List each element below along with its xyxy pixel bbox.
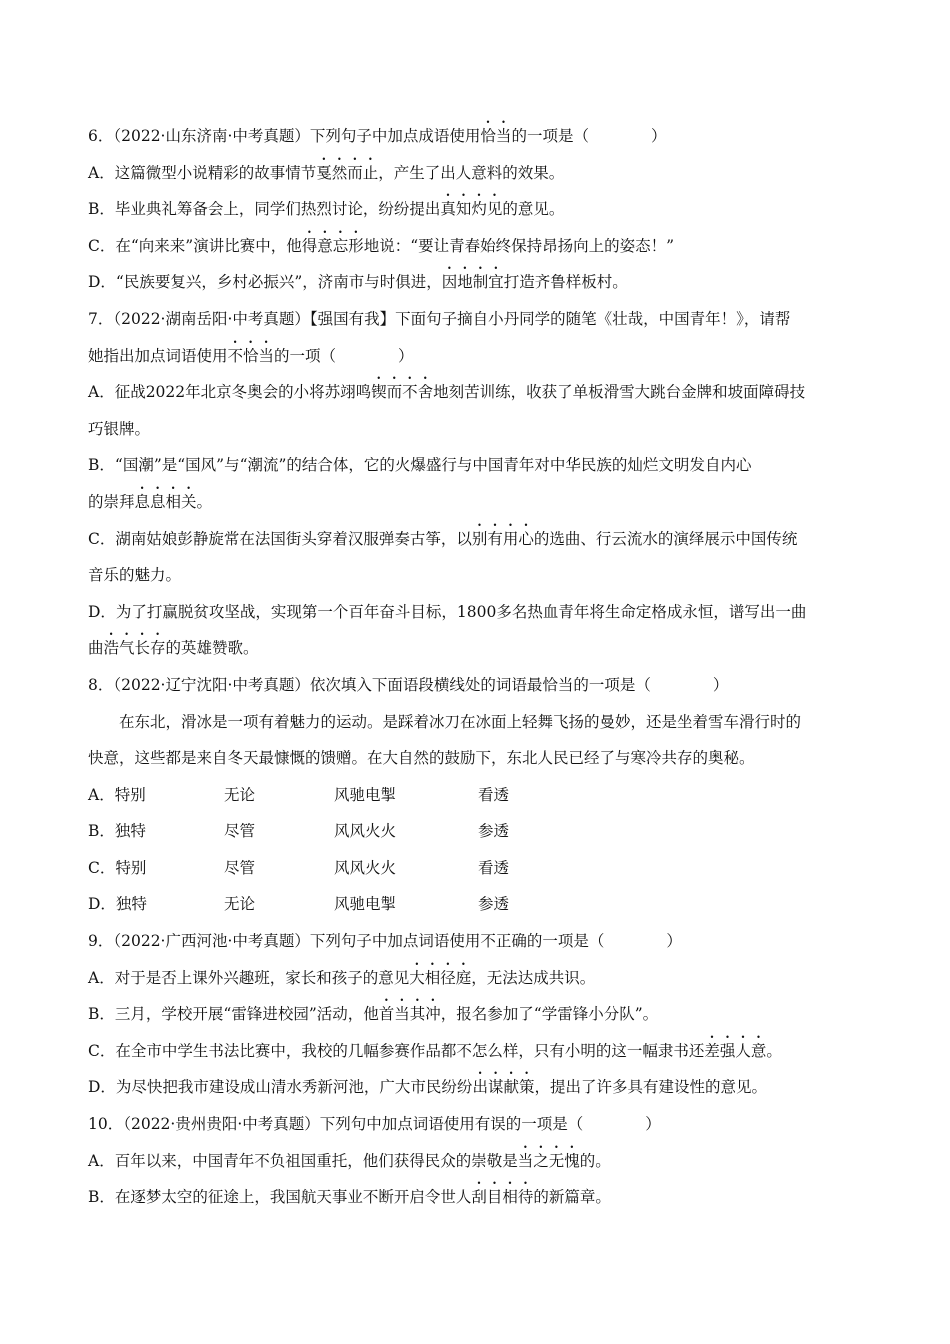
emphasized-term: 锲而不舍: [371, 383, 434, 402]
option-cell: D．独特: [88, 895, 147, 914]
question-line: [88, 996, 860, 1033]
answer-option: [88, 850, 860, 887]
option-cell: 风风火火: [334, 858, 397, 877]
question-5: [88, 1106, 860, 1216]
text-run: 的意见。: [502, 200, 565, 219]
question-line: [88, 521, 860, 558]
question-line: [88, 1143, 860, 1180]
emphasized-term: 浩气长存: [103, 639, 166, 658]
text-run: A．征战2022年北京冬奥会的小将苏翊鸣: [88, 383, 372, 402]
option-cell: A．特别: [88, 785, 146, 804]
option-cell: 参透: [478, 822, 510, 841]
emphasized-term: 刮目相待: [471, 1188, 534, 1207]
option-cell: 无论: [224, 785, 256, 804]
text-run: 地刻苦训练，收获了单板滑雪大跳台金牌和坡面障碍技: [433, 383, 806, 402]
question-line: [88, 667, 860, 704]
question-4: [88, 923, 860, 1106]
question-line: [88, 1179, 860, 1216]
answer-option: [88, 777, 860, 814]
question-line: [88, 228, 860, 265]
emphasized-term: 得意忘形: [301, 236, 364, 255]
question-line: [88, 630, 860, 667]
option-cell: 参透: [478, 895, 510, 914]
option-cell: 看透: [478, 785, 510, 804]
text-run: D．为尽快把我市建设成山清水秀新河池，广大市民纷纷: [88, 1078, 473, 1097]
option-cell: 风驰电掣: [334, 785, 397, 804]
text-run: ，无法达成共识。: [471, 968, 596, 987]
emphasized-term: 不恰当: [227, 346, 275, 365]
question-1: [88, 118, 860, 301]
question-line: [88, 557, 860, 594]
emphasized-term: 大相径庭: [409, 968, 472, 987]
text-run: 打造齐鲁样板村。: [503, 273, 628, 292]
question-line: [88, 301, 860, 338]
answer-option: [88, 813, 860, 850]
emphasized-term: 首当其冲: [378, 1005, 441, 1024]
text-run: B．“国潮”是“国风”与“潮流”的结合体，它的火爆盛行与中国青年对中华民族的灿烂文明发自内心: [88, 456, 752, 475]
option-cell: 风风火火: [334, 822, 397, 841]
text-run: A．百年以来，中国青年不负祖国重托，他们获得民众的崇敬是: [88, 1151, 518, 1170]
emphasized-term: 别有用心: [471, 529, 534, 548]
question-line: [88, 484, 860, 521]
text-run: 音乐的魅力。: [88, 566, 182, 585]
question-line: [88, 923, 860, 960]
emphasized-term: 真知灼见: [440, 200, 503, 219]
option-cell: 无论: [224, 895, 256, 914]
passage-line: 快意，这些都是来自冬天最慷慨的馈赠。在大自然的鼓励下，东北人民已经了与寒冷共存的奥秘。: [88, 749, 755, 768]
text-run: 的。: [579, 1151, 611, 1170]
text-run: C．湖南姑娘彭静旋常在法国街头穿着汉服弹奏古筝，以: [88, 529, 472, 548]
question-line: [88, 191, 860, 228]
option-cell: 尽管: [224, 822, 256, 841]
question-line: [88, 1033, 860, 1070]
option-cell: 风驰电掣: [334, 895, 397, 914]
question-line: [88, 447, 860, 484]
emphasized-term: 出谋献策: [472, 1078, 535, 1097]
question-line: [88, 338, 860, 375]
question-line: [88, 118, 860, 155]
question-line: [88, 374, 860, 411]
text-run: 的一项是（ ）: [511, 127, 667, 145]
option-cell: 尽管: [224, 858, 256, 877]
option-cell: 看透: [478, 858, 510, 877]
emphasized-term: 恰当: [480, 127, 512, 145]
text-run: 的崇拜: [88, 492, 135, 511]
question-2: [88, 301, 860, 667]
text-run: A．这篇微型小说精彩的故事情节: [88, 163, 317, 182]
text-run: C．在“向来来”演讲比赛中，他: [88, 236, 302, 255]
text-run: 地说：“要让青春始终保持昂扬向上的姿态！”: [363, 236, 675, 255]
text-run: 8．（2022·辽宁沈阳·中考真题）依次填入下面语段横线处的词语最恰当的一项是（ ）: [88, 675, 729, 694]
question-line: [88, 411, 860, 448]
question-line: [88, 264, 860, 301]
text-run: B．在逐梦太空的征途上，我国航天事业不断开启令世人: [88, 1188, 472, 1207]
question-line: [88, 594, 860, 631]
question-line: [88, 960, 860, 997]
text-run: 7．（2022·湖南岳阳·中考真题）【强国有我】下面句子摘自小丹同学的随笔《壮哉，中国青年！》，请帮: [88, 309, 791, 328]
option-cell: B．独特: [88, 822, 146, 841]
text-run: 10．（2022·贵州贵阳·中考真题）下列句中加点词语使用有误的一项是（ ）: [88, 1115, 661, 1134]
text-run: 的选曲、行云流水的演绎展示中国传统: [533, 529, 798, 548]
option-cell: C．特别: [88, 858, 147, 877]
text-run: 9．（2022·广西河池·中考真题）下列句子中加点词语使用不正确的一项是（ ）: [88, 932, 682, 951]
text-run: D．“民族要复兴，乡村必振兴”，济南市与时俱进，: [88, 273, 442, 292]
text-run: 的一项（ ）: [274, 346, 414, 365]
emphasized-term: 当之无愧: [517, 1151, 580, 1170]
text-run: 巧银牌。: [88, 419, 151, 438]
text-run: 的英雄赞歌。: [165, 639, 259, 658]
text-run: 。: [196, 492, 213, 511]
text-run: 。: [766, 1041, 782, 1060]
text-run: 6．（2022·山东济南·中考真题）下列句子中加点成语使用: [88, 127, 481, 145]
question-line: [88, 155, 860, 192]
text-run: C．在全市中学生书法比赛中，我校的几幅参赛作品都不怎么样，只有小明的这一幅隶书还: [88, 1041, 705, 1060]
exam-page: [88, 118, 860, 1216]
text-run: 她指出加点词语使用: [88, 346, 228, 365]
text-run: 的新篇章。: [533, 1188, 611, 1207]
emphasized-term: 息息相关: [134, 492, 197, 511]
text-run: D．为了打赢脱贫攻坚战，实现第一个百年奋斗目标，1800多名热血青年将生命定格成永恒，谱写出一曲: [88, 602, 807, 621]
text-run: B．毕业典礼筹备会上，同学们热烈讨论，纷纷提出: [88, 200, 441, 219]
emphasized-term: 因地制宜: [441, 273, 504, 292]
text-run: 曲: [88, 639, 104, 658]
text-run: ，产生了出人意料的效果。: [378, 163, 565, 182]
answer-option: [88, 886, 860, 923]
question-3: [88, 667, 860, 923]
question-line: [88, 1106, 860, 1143]
question-line: [88, 1069, 860, 1106]
emphasized-term: 戛然而止: [316, 163, 379, 182]
text-run: ，报名参加了“学雷锋小分队”。: [440, 1005, 659, 1024]
emphasized-term: 差强人意: [704, 1041, 767, 1060]
text-run: B．三月，学校开展“雷锋进校园”活动，他: [88, 1005, 379, 1024]
text-run: A．对于是否上课外兴趣班，家长和孩子的意见: [88, 968, 410, 987]
text-run: ，提出了许多具有建设性的意见。: [534, 1078, 767, 1097]
passage-line: 在东北，滑冰是一项有着魅力的运动。是踩着冰刀在冰面上轻舞飞扬的曼妙，还是坐着雪车滑行时的: [119, 712, 802, 731]
